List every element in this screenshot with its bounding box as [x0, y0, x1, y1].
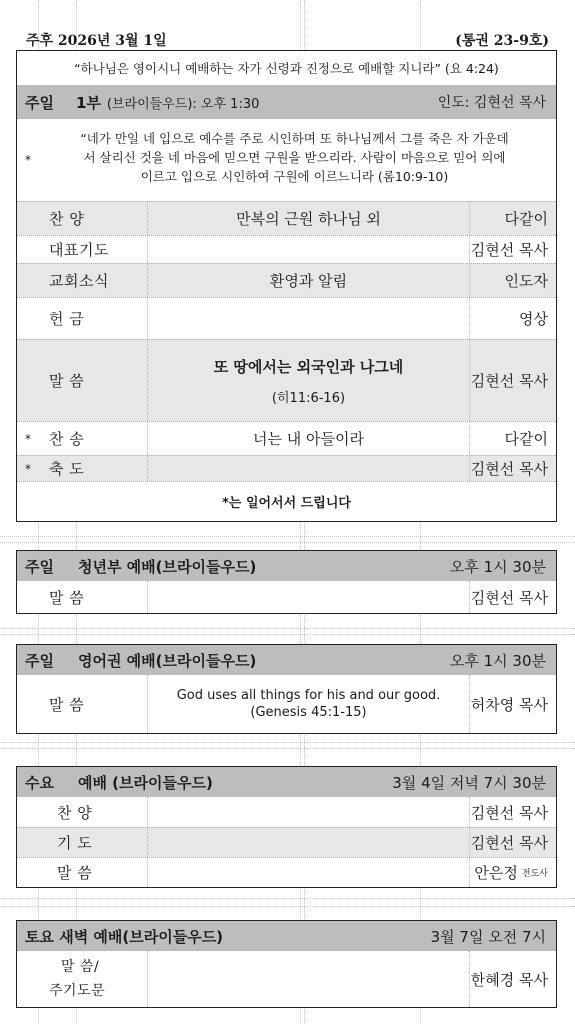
order-item: 말 씀 [49, 372, 85, 390]
guide-line [0, 542, 575, 543]
bulletin-date: 주후 2026년 3월 1일 [26, 33, 167, 49]
service-title: 영어권 예배(브라이들우드) [77, 651, 257, 670]
service-day: 수요 [25, 773, 54, 792]
sermon-title: God uses all things for his and our good. [176, 688, 441, 703]
service-time: 오후 1시 30분 [449, 651, 546, 670]
order-person: 김현선 목사 [469, 828, 556, 857]
guide-line [0, 898, 575, 899]
order-row [17, 263, 556, 297]
order-person: 영상 [469, 298, 556, 339]
saturday-service-box [16, 920, 557, 1008]
service-part: 1부 [75, 93, 101, 112]
standing-mark: * [25, 153, 31, 167]
order-person: 김현선 목사 [469, 236, 556, 263]
order-item: 찬 양 [49, 210, 85, 228]
order-row [17, 201, 556, 235]
guide-line [0, 742, 575, 743]
order-item: 교회소식 [49, 272, 109, 290]
service-title: 토요 새벽 예배(브라이들우드) [25, 927, 224, 946]
service-day: 주일 [25, 93, 54, 112]
order-person: 김현선 목사 [469, 340, 556, 421]
order-person: 김현선 목사 [469, 581, 556, 613]
order-content [147, 298, 469, 339]
order-row [17, 297, 556, 339]
english-service-box [16, 644, 557, 734]
order-content [147, 828, 469, 857]
standing-mark: * [25, 431, 31, 446]
service-title: 청년부 예배(브라이들우드) [77, 557, 257, 576]
guide-line [0, 906, 575, 907]
order-content [147, 581, 469, 613]
order-content [147, 456, 469, 481]
order-person: 허차영 목사 [469, 675, 556, 733]
order-content: 너는 내 아들이라 [147, 422, 469, 455]
order-row-sermon [17, 339, 556, 421]
order-item: 헌 금 [49, 310, 85, 328]
guide-line [0, 536, 575, 537]
wednesday-service-box [16, 766, 557, 888]
standing-mark: * [25, 461, 31, 476]
order-row [17, 581, 556, 613]
service-title: 예배 (브라이들우드) [77, 773, 213, 792]
order-person: 김현선 목사 [469, 797, 556, 827]
service-time: 오후 1시 30분 [449, 557, 546, 576]
sermon-title: 또 땅에서는 외국인과 나그네 [213, 357, 404, 376]
order-content [147, 797, 469, 827]
order-item: 기 도 [57, 834, 93, 852]
guide-line [0, 634, 575, 635]
order-row [17, 857, 556, 887]
standing-footnote: *는 일어서서 드립니다 [17, 481, 556, 521]
order-content: 만복의 근원 하나님 외 [147, 202, 469, 235]
order-row [17, 675, 556, 733]
order-person: 한혜경 목사 [469, 951, 556, 1007]
youth-service-box [16, 550, 557, 614]
sermon-reference: (Genesis 45:1-15) [250, 705, 367, 720]
scripture-line: “네가 만일 네 입으로 예수를 주로 시인하며 또 하나님께서 그를 죽은 자 가운데 [80, 131, 509, 146]
order-row [17, 797, 556, 827]
sunday-service-header [17, 85, 556, 119]
standing-mark [17, 264, 39, 297]
theme-verse: “하나님은 영이시니 예배하는 자가 신령과 진정으로 예배할 지니라” (요 4:24) [74, 61, 499, 76]
sunday-service-box [16, 50, 557, 522]
guide-line [0, 748, 575, 749]
order-row [17, 455, 556, 481]
order-item: 말 씀 [57, 864, 93, 882]
youth-service-header [17, 551, 556, 581]
order-row [17, 421, 556, 455]
order-item: 주기도문 [49, 983, 106, 999]
order-item: 찬 송 [49, 430, 85, 448]
service-day: 주일 [25, 651, 54, 670]
order-item: 말 씀/ [61, 959, 100, 975]
order-item: 찬 양 [57, 803, 93, 822]
order-person: 다같이 [469, 422, 556, 455]
service-place-time: (브라이들우드): 오후 1:30 [106, 96, 260, 112]
order-row [17, 951, 556, 1007]
service-time: 3월 7일 오전 7시 [430, 927, 546, 946]
order-row [17, 827, 556, 857]
order-content [147, 236, 469, 263]
order-content: 환영과 알림 [147, 264, 469, 297]
scripture-line: 서 살리신 것을 네 마음에 믿으면 구원을 받으리라. 사람이 마음으로 믿어 의에 [83, 150, 506, 165]
order-content [147, 951, 469, 1007]
bulletin-volume: (통권 23-9호) [455, 33, 549, 49]
order-content [147, 858, 469, 887]
order-item: 대표기도 [49, 241, 109, 259]
order-person: 다같이 [469, 202, 556, 235]
order-item: 축 도 [49, 460, 85, 478]
scripture-line: 이르고 입으로 시인하여 구원에 이르느니라 (롬10:9-10) [140, 169, 449, 184]
standing-mark [17, 340, 39, 421]
order-item: 말 씀 [49, 588, 85, 607]
standing-mark [17, 202, 39, 235]
order-person: 김현선 목사 [469, 456, 556, 481]
service-leader: 인도: 김현선 목사 [437, 95, 546, 111]
standing-mark [17, 298, 39, 339]
standing-mark [17, 236, 39, 263]
guide-line [0, 628, 575, 629]
order-person: 안은정 [474, 864, 518, 882]
english-service-header [17, 645, 556, 675]
order-item: 말 씀 [49, 695, 85, 714]
order-person: 인도자 [469, 264, 556, 297]
service-time: 3월 4일 저녁 7시 30분 [392, 773, 546, 792]
scripture-block [17, 119, 556, 201]
wednesday-service-header [17, 767, 556, 797]
service-day: 주일 [25, 557, 54, 576]
saturday-service-header [17, 921, 556, 951]
person-title: 전도사 [521, 869, 548, 879]
sermon-reference: (히11:6-16) [271, 390, 346, 406]
order-row [17, 235, 556, 263]
